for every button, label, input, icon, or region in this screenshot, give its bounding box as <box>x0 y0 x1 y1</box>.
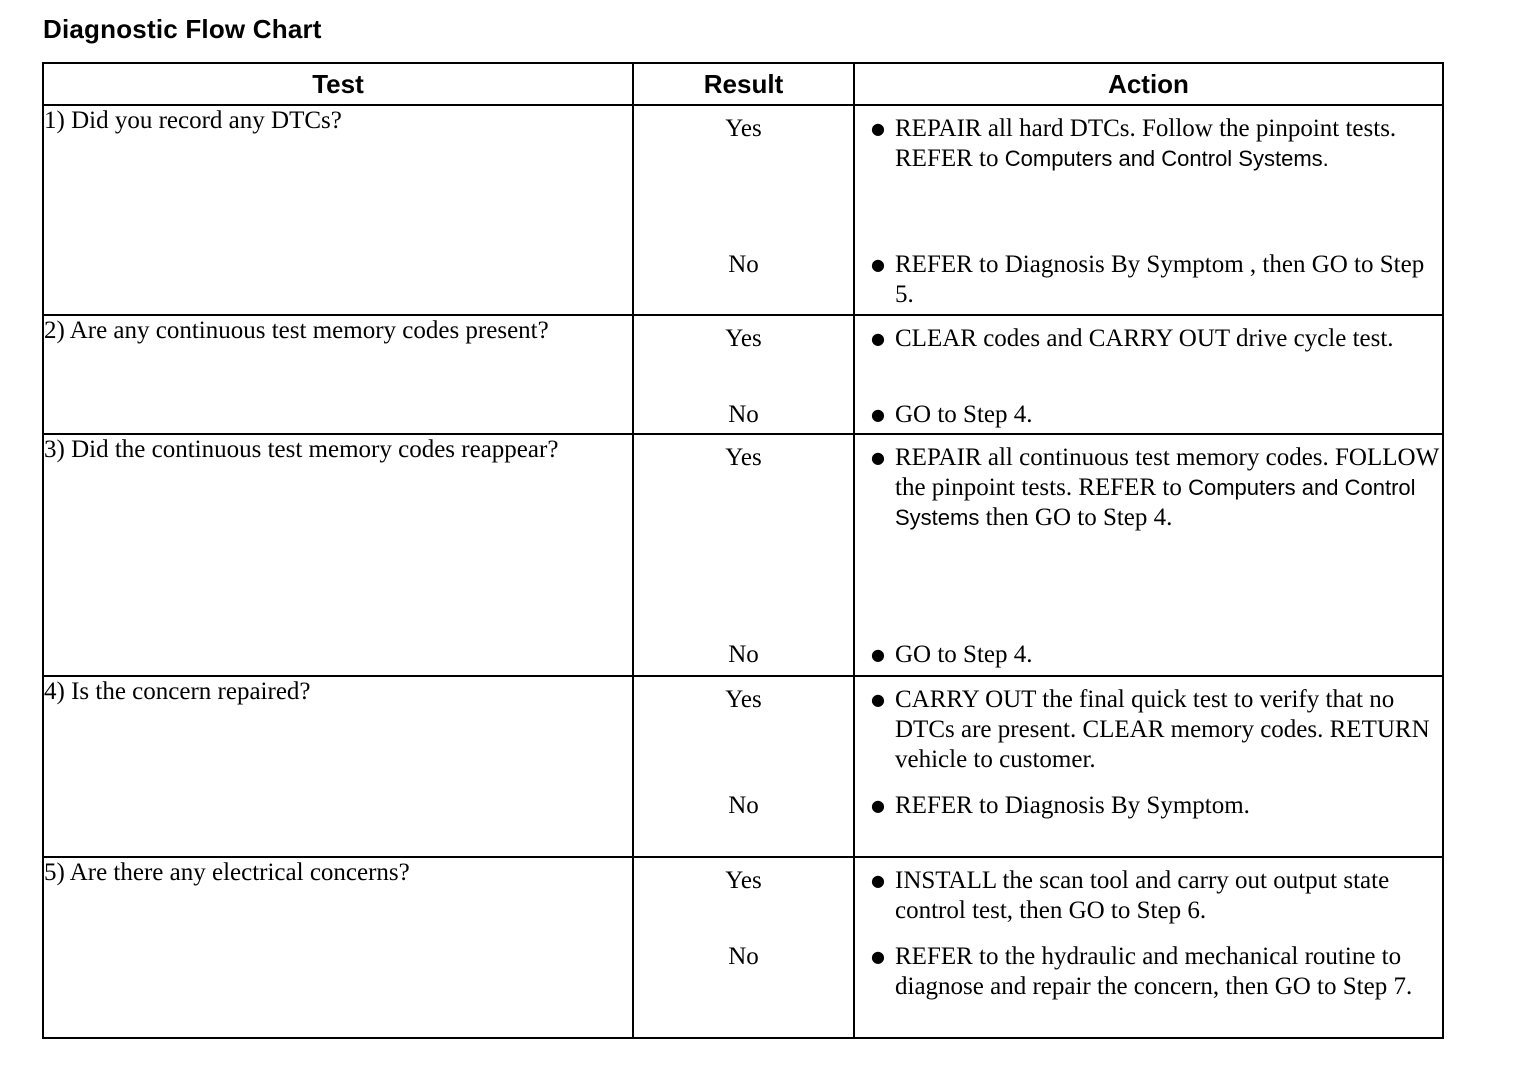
result-value: No <box>728 641 759 668</box>
action-text: then GO to Step 4. <box>979 504 1173 531</box>
action-cell <box>854 857 1443 1038</box>
action-item <box>855 106 1442 242</box>
bullet-icon: ● <box>871 947 885 966</box>
action-item <box>855 435 1442 632</box>
action-cell <box>854 434 1443 676</box>
action-text: INSTALL the scan tool and carry out output state control test, then GO to Step 6. <box>895 867 1390 924</box>
bullet-icon: ● <box>871 690 885 709</box>
diagnostic-table <box>42 62 1444 1039</box>
table-row <box>43 676 1443 857</box>
test-question: 5) Are there any electrical concerns? <box>43 857 633 1038</box>
action-item <box>855 392 1442 430</box>
result-value: Yes <box>725 115 762 142</box>
action-text: CLEAR codes and CARRY OUT drive cycle test. <box>895 325 1394 352</box>
result-cell <box>633 434 854 676</box>
table-row <box>43 434 1443 676</box>
action-item <box>855 316 1442 392</box>
action-text: REFER to the hydraulic and mechanical routine to diagnose and repair the concern, then GO to Step 7. <box>895 943 1413 1000</box>
bullet-icon: ● <box>871 645 885 664</box>
result-value: No <box>728 251 759 278</box>
result-value: Yes <box>725 686 762 713</box>
test-question: 2) Are any continuous test memory codes present? <box>43 315 633 434</box>
action-item <box>855 783 1442 821</box>
bullet-icon: ● <box>871 119 885 138</box>
page-title: Diagnostic Flow Chart <box>43 14 322 44</box>
column-header-action: Action <box>854 63 1443 105</box>
action-item <box>855 632 1442 670</box>
table-header-row <box>43 63 1443 105</box>
result-value: No <box>728 943 759 970</box>
test-question: 3) Did the continuous test memory codes reappear? <box>43 434 633 676</box>
column-header-result: Result <box>633 63 854 105</box>
table-row <box>43 857 1443 1038</box>
action-text: REFER to Diagnosis By Symptom. <box>895 792 1250 819</box>
result-value: Yes <box>725 325 762 352</box>
result-value: No <box>728 401 759 428</box>
action-item <box>855 242 1442 310</box>
result-value: Yes <box>725 444 762 471</box>
action-item <box>855 934 1442 1002</box>
action-cell <box>854 105 1443 315</box>
bullet-icon: ● <box>871 405 885 424</box>
result-cell <box>633 676 854 857</box>
table-row <box>43 315 1443 434</box>
result-cell <box>633 857 854 1038</box>
action-text: REFER to Diagnosis By Symptom , then GO to Step 5. <box>895 251 1425 308</box>
action-cell <box>854 676 1443 857</box>
result-cell <box>633 105 854 315</box>
action-text: GO to Step 4. <box>895 401 1033 428</box>
result-value: Yes <box>725 867 762 894</box>
manual-reference: Computers and Control Systems <box>895 475 1416 530</box>
bullet-icon: ● <box>871 448 885 467</box>
action-item <box>855 858 1442 934</box>
action-text: GO to Step 4. <box>895 641 1033 668</box>
bullet-icon: ● <box>871 871 885 890</box>
action-text: REPAIR all continuous test memory codes. FOLLOW the pinpoint tests. REFER to <box>895 444 1439 501</box>
manual-reference: Computers and Control Systems. <box>1004 146 1329 171</box>
action-text: CARRY OUT the final quick test to verify that no DTCs are present. CLEAR memory codes. RETURN vehicle to customer. <box>895 686 1430 773</box>
bullet-icon: ● <box>871 329 885 348</box>
result-cell <box>633 315 854 434</box>
result-value: No <box>728 792 759 819</box>
action-text: REPAIR all hard DTCs. Follow the pinpoint tests. REFER to <box>895 115 1397 172</box>
bullet-icon: ● <box>871 255 885 274</box>
table-row <box>43 105 1443 315</box>
bullet-icon: ● <box>871 796 885 815</box>
test-question: 4) Is the concern repaired? <box>43 676 633 857</box>
action-item <box>855 677 1442 783</box>
column-header-test: Test <box>43 63 633 105</box>
action-cell <box>854 315 1443 434</box>
test-question: 1) Did you record any DTCs? <box>43 105 633 315</box>
